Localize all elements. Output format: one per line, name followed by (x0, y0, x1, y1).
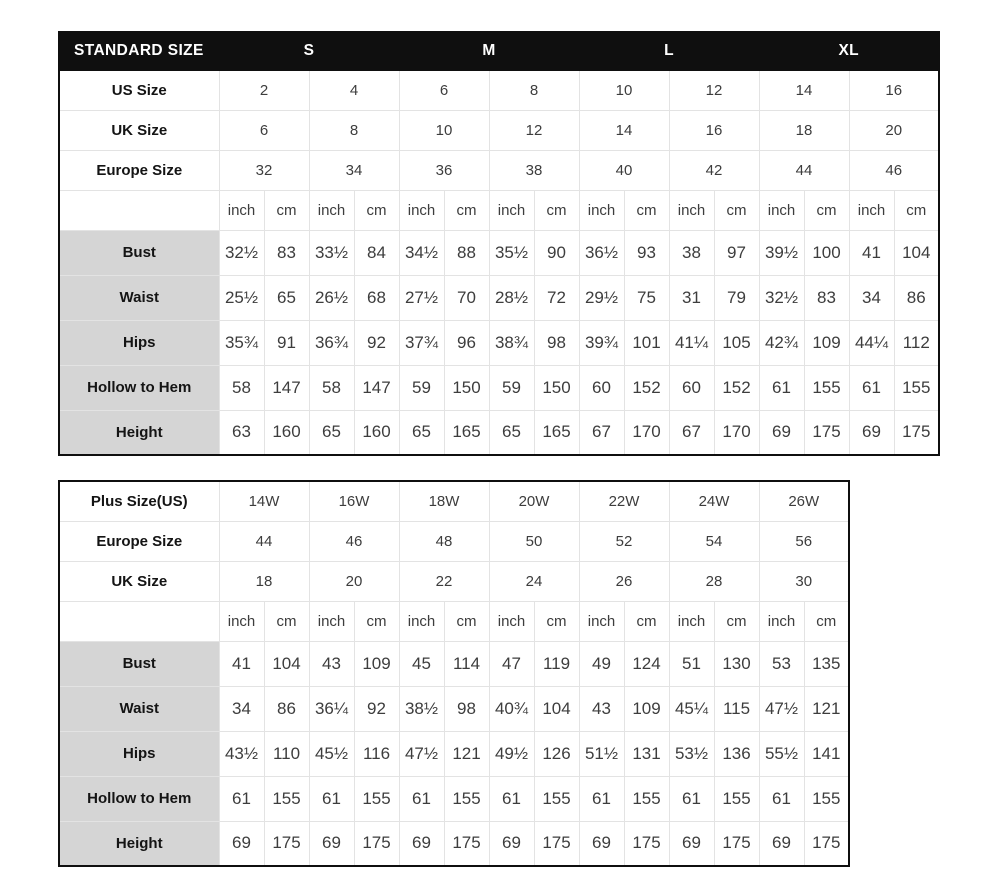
measurement-cell: 34½ (399, 230, 444, 275)
measurement-cell: 175 (534, 821, 579, 866)
size-value-cell: 6 (219, 110, 309, 150)
unit-row (59, 601, 849, 641)
measurement-cell: 41¼ (669, 320, 714, 365)
measurement-cell: 136 (714, 731, 759, 776)
unit-inch-cell: inch (669, 601, 714, 641)
measurement-cell: 58 (309, 365, 354, 410)
measurement-cell: 35¾ (219, 320, 264, 365)
size-row-label: Europe Size (59, 521, 219, 561)
measurement-cell: 100 (804, 230, 849, 275)
measurement-cell: 65 (489, 410, 534, 455)
measurement-row (59, 731, 849, 776)
measurement-cell: 34 (849, 275, 894, 320)
measurement-cell: 79 (714, 275, 759, 320)
measurement-cell: 47½ (399, 731, 444, 776)
measurement-cell: 88 (444, 230, 489, 275)
unit-inch-cell: inch (669, 190, 714, 230)
measurement-cell: 36¾ (309, 320, 354, 365)
size-group-header: L (579, 32, 759, 70)
size-row-label: UK Size (59, 561, 219, 601)
measurement-cell: 65 (264, 275, 309, 320)
size-value-cell: 16 (669, 110, 759, 150)
measurement-row-label: Waist (59, 275, 219, 320)
size-row-label: Europe Size (59, 150, 219, 190)
size-value-cell: 26W (759, 481, 849, 521)
measurement-cell: 109 (624, 686, 669, 731)
measurement-cell: 65 (399, 410, 444, 455)
size-value-cell: 8 (489, 70, 579, 110)
unit-cm-cell: cm (534, 601, 579, 641)
measurement-cell: 45¼ (669, 686, 714, 731)
measurement-cell: 155 (804, 776, 849, 821)
measurement-cell: 155 (804, 365, 849, 410)
measurement-row (59, 230, 939, 275)
size-value-cell: 24W (669, 481, 759, 521)
measurement-cell: 155 (264, 776, 309, 821)
measurement-cell: 42¾ (759, 320, 804, 365)
size-value-cell: 12 (489, 110, 579, 150)
measurement-cell: 92 (354, 320, 399, 365)
measurement-cell: 150 (534, 365, 579, 410)
measurement-row-label: Height (59, 821, 219, 866)
table-title-row (59, 32, 939, 70)
size-value-cell: 20W (489, 481, 579, 521)
size-value-cell: 8 (309, 110, 399, 150)
unit-inch-cell: inch (489, 190, 534, 230)
size-value-cell: 40 (579, 150, 669, 190)
measurement-cell: 126 (534, 731, 579, 776)
size-value-cell: 34 (309, 150, 399, 190)
size-value-cell: 24 (489, 561, 579, 601)
measurement-cell: 72 (534, 275, 579, 320)
size-value-cell: 18 (759, 110, 849, 150)
measurement-cell: 155 (624, 776, 669, 821)
measurement-cell: 104 (264, 641, 309, 686)
unit-cm-cell: cm (894, 190, 939, 230)
unit-cm-cell: cm (264, 190, 309, 230)
measurement-cell: 150 (444, 365, 489, 410)
size-row-label: UK Size (59, 110, 219, 150)
size-value-cell: 2 (219, 70, 309, 110)
measurement-cell: 124 (624, 641, 669, 686)
measurement-cell: 32½ (759, 275, 804, 320)
measurement-cell: 67 (579, 410, 624, 455)
measurement-row-label: Hollow to Hem (59, 365, 219, 410)
measurement-cell: 155 (354, 776, 399, 821)
unit-cm-cell: cm (714, 601, 759, 641)
measurement-cell: 70 (444, 275, 489, 320)
size-group-header: M (399, 32, 579, 70)
measurement-row-label: Hollow to Hem (59, 776, 219, 821)
size-row-label: US Size (59, 70, 219, 110)
measurement-cell: 141 (804, 731, 849, 776)
measurement-cell: 60 (669, 365, 714, 410)
measurement-cell: 41 (849, 230, 894, 275)
measurement-cell: 69 (849, 410, 894, 455)
size-conversion-row (59, 481, 849, 521)
measurement-cell: 101 (624, 320, 669, 365)
size-value-cell: 50 (489, 521, 579, 561)
measurement-cell: 112 (894, 320, 939, 365)
measurement-cell: 93 (624, 230, 669, 275)
measurement-cell: 32½ (219, 230, 264, 275)
size-value-cell: 42 (669, 150, 759, 190)
measurement-cell: 98 (444, 686, 489, 731)
size-value-cell: 56 (759, 521, 849, 561)
size-value-cell: 16 (849, 70, 939, 110)
measurement-cell: 130 (714, 641, 759, 686)
measurement-cell: 160 (354, 410, 399, 455)
unit-cm-cell: cm (444, 190, 489, 230)
measurement-cell: 55½ (759, 731, 804, 776)
unit-inch-cell: inch (399, 601, 444, 641)
measurement-cell: 43 (579, 686, 624, 731)
size-value-cell: 20 (849, 110, 939, 150)
measurement-cell: 104 (894, 230, 939, 275)
measurement-cell: 91 (264, 320, 309, 365)
measurement-cell: 53½ (669, 731, 714, 776)
unit-row-corner (59, 601, 219, 641)
measurement-cell: 155 (444, 776, 489, 821)
measurement-cell: 147 (264, 365, 309, 410)
measurement-cell: 61 (489, 776, 534, 821)
measurement-cell: 119 (534, 641, 579, 686)
measurement-cell: 152 (714, 365, 759, 410)
measurement-cell: 69 (309, 821, 354, 866)
measurement-cell: 105 (714, 320, 759, 365)
measurement-row (59, 686, 849, 731)
measurement-cell: 49½ (489, 731, 534, 776)
size-value-cell: 46 (849, 150, 939, 190)
unit-inch-cell: inch (849, 190, 894, 230)
measurement-cell: 38¾ (489, 320, 534, 365)
size-value-cell: 16W (309, 481, 399, 521)
unit-inch-cell: inch (579, 601, 624, 641)
size-group-header: S (219, 32, 399, 70)
measurement-cell: 35½ (489, 230, 534, 275)
size-conversion-row (59, 70, 939, 110)
measurement-cell: 61 (759, 365, 804, 410)
measurement-cell: 34 (219, 686, 264, 731)
measurement-cell: 131 (624, 731, 669, 776)
measurement-row-label: Height (59, 410, 219, 455)
measurement-cell: 170 (624, 410, 669, 455)
size-value-cell: 44 (759, 150, 849, 190)
measurement-cell: 109 (354, 641, 399, 686)
measurement-cell: 114 (444, 641, 489, 686)
measurement-cell: 61 (309, 776, 354, 821)
unit-inch-cell: inch (309, 190, 354, 230)
unit-cm-cell: cm (624, 601, 669, 641)
size-value-cell: 22 (399, 561, 489, 601)
measurement-cell: 51½ (579, 731, 624, 776)
measurement-cell: 41 (219, 641, 264, 686)
measurement-cell: 152 (624, 365, 669, 410)
measurement-cell: 110 (264, 731, 309, 776)
measurement-cell: 43 (309, 641, 354, 686)
unit-cm-cell: cm (264, 601, 309, 641)
measurement-cell: 155 (714, 776, 759, 821)
size-value-cell: 10 (579, 70, 669, 110)
measurement-cell: 40¾ (489, 686, 534, 731)
measurement-row (59, 776, 849, 821)
measurement-cell: 84 (354, 230, 399, 275)
measurement-cell: 25½ (219, 275, 264, 320)
measurement-row-label: Bust (59, 230, 219, 275)
measurement-cell: 92 (354, 686, 399, 731)
measurement-cell: 98 (534, 320, 579, 365)
measurement-row (59, 821, 849, 866)
measurement-cell: 44¼ (849, 320, 894, 365)
unit-cm-cell: cm (804, 601, 849, 641)
size-value-cell: 12 (669, 70, 759, 110)
measurement-cell: 61 (759, 776, 804, 821)
measurement-row (59, 410, 939, 455)
size-value-cell: 18W (399, 481, 489, 521)
measurement-cell: 49 (579, 641, 624, 686)
measurement-cell: 69 (759, 410, 804, 455)
table-title: STANDARD SIZE (59, 32, 219, 70)
measurement-cell: 175 (804, 410, 849, 455)
measurement-cell: 36½ (579, 230, 624, 275)
measurement-cell: 115 (714, 686, 759, 731)
measurement-cell: 97 (714, 230, 759, 275)
measurement-cell: 109 (804, 320, 849, 365)
measurement-cell: 36¼ (309, 686, 354, 731)
size-value-cell: 18 (219, 561, 309, 601)
unit-inch-cell: inch (489, 601, 534, 641)
size-value-cell: 46 (309, 521, 399, 561)
size-value-cell: 52 (579, 521, 669, 561)
measurement-cell: 47 (489, 641, 534, 686)
measurement-row (59, 320, 939, 365)
measurement-cell: 155 (894, 365, 939, 410)
measurement-cell: 60 (579, 365, 624, 410)
measurement-cell: 51 (669, 641, 714, 686)
size-value-cell: 44 (219, 521, 309, 561)
unit-cm-cell: cm (624, 190, 669, 230)
measurement-cell: 90 (534, 230, 579, 275)
size-value-cell: 30 (759, 561, 849, 601)
measurement-cell: 104 (534, 686, 579, 731)
measurement-cell: 175 (894, 410, 939, 455)
measurement-row (59, 641, 849, 686)
unit-inch-cell: inch (579, 190, 624, 230)
unit-inch-cell: inch (399, 190, 444, 230)
measurement-cell: 165 (534, 410, 579, 455)
measurement-cell: 61 (399, 776, 444, 821)
unit-row-corner (59, 190, 219, 230)
size-value-cell: 22W (579, 481, 669, 521)
size-row-label: Plus Size(US) (59, 481, 219, 521)
measurement-cell: 69 (219, 821, 264, 866)
measurement-cell: 147 (354, 365, 399, 410)
size-value-cell: 14 (759, 70, 849, 110)
measurement-row-label: Waist (59, 686, 219, 731)
measurement-cell: 67 (669, 410, 714, 455)
measurement-cell: 69 (579, 821, 624, 866)
measurement-cell: 175 (714, 821, 759, 866)
measurement-cell: 59 (489, 365, 534, 410)
unit-cm-cell: cm (534, 190, 579, 230)
standard-size-table (58, 31, 940, 456)
measurement-cell: 121 (804, 686, 849, 731)
measurement-cell: 31 (669, 275, 714, 320)
measurement-cell: 58 (219, 365, 264, 410)
measurement-cell: 121 (444, 731, 489, 776)
measurement-cell: 175 (264, 821, 309, 866)
measurement-cell: 27½ (399, 275, 444, 320)
measurement-cell: 39¾ (579, 320, 624, 365)
measurement-cell: 83 (804, 275, 849, 320)
measurement-cell: 86 (894, 275, 939, 320)
measurement-cell: 83 (264, 230, 309, 275)
measurement-cell: 86 (264, 686, 309, 731)
measurement-cell: 61 (219, 776, 264, 821)
measurement-cell: 47½ (759, 686, 804, 731)
measurement-cell: 69 (399, 821, 444, 866)
unit-cm-cell: cm (714, 190, 759, 230)
size-value-cell: 48 (399, 521, 489, 561)
measurement-cell: 175 (354, 821, 399, 866)
measurement-cell: 61 (669, 776, 714, 821)
size-value-cell: 36 (399, 150, 489, 190)
unit-cm-cell: cm (354, 601, 399, 641)
unit-inch-cell: inch (219, 190, 264, 230)
unit-inch-cell: inch (759, 601, 804, 641)
unit-row (59, 190, 939, 230)
measurement-cell: 170 (714, 410, 759, 455)
measurement-row (59, 365, 939, 410)
measurement-cell: 33½ (309, 230, 354, 275)
measurement-row-label: Hips (59, 320, 219, 365)
size-conversion-row (59, 150, 939, 190)
size-group-header: XL (759, 32, 939, 70)
plus-size-table (58, 480, 850, 867)
measurement-cell: 45½ (309, 731, 354, 776)
size-value-cell: 38 (489, 150, 579, 190)
measurement-row-label: Bust (59, 641, 219, 686)
measurement-cell: 175 (804, 821, 849, 866)
measurement-row-label: Hips (59, 731, 219, 776)
measurement-cell: 63 (219, 410, 264, 455)
measurement-cell: 29½ (579, 275, 624, 320)
unit-inch-cell: inch (219, 601, 264, 641)
size-value-cell: 32 (219, 150, 309, 190)
measurement-cell: 116 (354, 731, 399, 776)
size-conversion-row (59, 521, 849, 561)
unit-inch-cell: inch (759, 190, 804, 230)
unit-inch-cell: inch (309, 601, 354, 641)
unit-cm-cell: cm (444, 601, 489, 641)
size-conversion-row (59, 561, 849, 601)
unit-cm-cell: cm (354, 190, 399, 230)
measurement-cell: 65 (309, 410, 354, 455)
measurement-cell: 28½ (489, 275, 534, 320)
measurement-cell: 59 (399, 365, 444, 410)
measurement-cell: 75 (624, 275, 669, 320)
size-value-cell: 6 (399, 70, 489, 110)
measurement-cell: 61 (849, 365, 894, 410)
size-value-cell: 14 (579, 110, 669, 150)
measurement-cell: 43½ (219, 731, 264, 776)
size-value-cell: 4 (309, 70, 399, 110)
measurement-cell: 45 (399, 641, 444, 686)
size-conversion-row (59, 110, 939, 150)
size-value-cell: 20 (309, 561, 399, 601)
size-value-cell: 54 (669, 521, 759, 561)
measurement-cell: 38 (669, 230, 714, 275)
measurement-cell: 69 (669, 821, 714, 866)
measurement-cell: 53 (759, 641, 804, 686)
measurement-cell: 39½ (759, 230, 804, 275)
size-value-cell: 26 (579, 561, 669, 601)
size-value-cell: 28 (669, 561, 759, 601)
measurement-cell: 61 (579, 776, 624, 821)
measurement-cell: 155 (534, 776, 579, 821)
measurement-cell: 160 (264, 410, 309, 455)
measurement-cell: 69 (759, 821, 804, 866)
measurement-cell: 175 (444, 821, 489, 866)
measurement-cell: 96 (444, 320, 489, 365)
measurement-cell: 26½ (309, 275, 354, 320)
measurement-cell: 37¾ (399, 320, 444, 365)
measurement-cell: 135 (804, 641, 849, 686)
measurement-cell: 68 (354, 275, 399, 320)
measurement-cell: 38½ (399, 686, 444, 731)
measurement-cell: 69 (489, 821, 534, 866)
unit-cm-cell: cm (804, 190, 849, 230)
measurement-cell: 175 (624, 821, 669, 866)
measurement-cell: 165 (444, 410, 489, 455)
size-value-cell: 10 (399, 110, 489, 150)
measurement-row (59, 275, 939, 320)
size-value-cell: 14W (219, 481, 309, 521)
